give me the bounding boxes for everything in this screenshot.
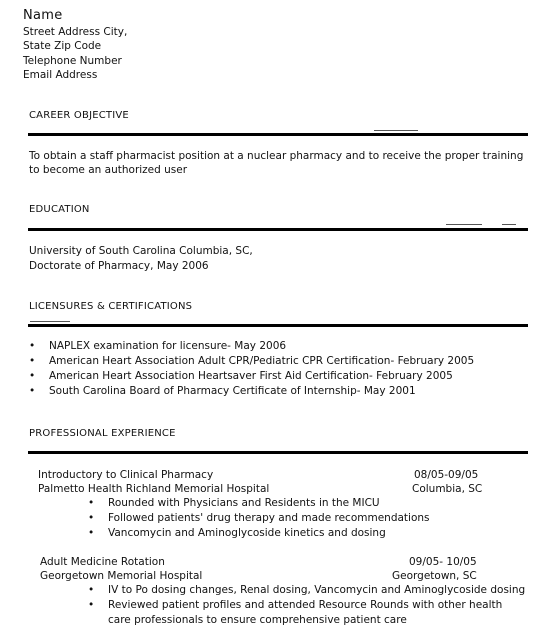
list-item: • IV to Po dosing changes, Renal dosing, Vancomycin and Aminoglycoside dosing xyxy=(88,583,525,598)
job-duties-list xyxy=(88,496,430,541)
list-item: • American Heart Association Heartsaver First Aid Certification- February 2005 xyxy=(29,369,474,384)
education-line-2: Doctorate of Pharmacy, May 2006 xyxy=(29,260,209,272)
education-line-1: University of South Carolina Columbia, SC, xyxy=(29,245,253,257)
job-role: Introductory to Clinical Pharmacy xyxy=(38,469,214,481)
career-objective-heading: CAREER OBJECTIVE xyxy=(29,110,129,121)
job-duties-list xyxy=(88,583,525,628)
licensures-heading: LICENSURES & CERTIFICATIONS xyxy=(29,301,193,312)
job-location: Columbia, SC xyxy=(412,483,483,495)
rule-accent xyxy=(446,224,482,225)
list-item: • Followed patients' drug therapy and made recommendations xyxy=(88,511,430,526)
section-rule xyxy=(28,451,528,454)
objective-line-2: to become an authorized user xyxy=(29,164,188,176)
continuation-text: care professionals to ensure comprehensive patient care xyxy=(108,614,407,626)
list-item: • Vancomycin and Aminoglycoside kinetics and dosing xyxy=(88,526,430,541)
experience-heading: PROFESSIONAL EXPERIENCE xyxy=(29,428,176,439)
street-address: Street Address City, xyxy=(23,26,128,38)
job-location: Georgetown, SC xyxy=(392,570,477,582)
objective-line-1: To obtain a staff pharmacist position at a nuclear pharmacy and to receive the proper training xyxy=(29,150,524,162)
job-role: Adult Medicine Rotation xyxy=(40,556,165,568)
list-item: • Reviewed patient profiles and attended Resource Rounds with other health xyxy=(88,598,525,613)
job-dates: 09/05- 10/05 xyxy=(409,556,477,568)
rule-accent xyxy=(30,321,70,322)
job-organization: Palmetto Health Richland Memorial Hospital xyxy=(38,483,270,495)
list-item: • American Heart Association Adult CPR/Pediatric CPR Certification- February 2005 xyxy=(29,354,474,369)
applicant-name: Name xyxy=(23,8,63,23)
job-dates: 08/05-09/05 xyxy=(414,469,479,481)
list-item-continuation xyxy=(88,613,525,628)
rule-accent xyxy=(374,130,418,131)
job-organization: Georgetown Memorial Hospital xyxy=(40,570,203,582)
section-rule xyxy=(28,324,528,327)
rule-accent xyxy=(502,224,516,225)
section-rule xyxy=(28,133,528,136)
section-rule xyxy=(28,228,528,231)
licensures-list xyxy=(29,339,474,399)
list-item: • South Carolina Board of Pharmacy Certificate of Internship- May 2001 xyxy=(29,384,474,399)
list-item: • NAPLEX examination for licensure- May 2006 xyxy=(29,339,474,354)
education-heading: EDUCATION xyxy=(29,204,90,215)
list-item: • Rounded with Physicians and Residents in the MICU xyxy=(88,496,430,511)
email-address: Email Address xyxy=(23,69,98,81)
telephone: Telephone Number xyxy=(23,55,122,67)
state-zip: State Zip Code xyxy=(23,40,102,52)
